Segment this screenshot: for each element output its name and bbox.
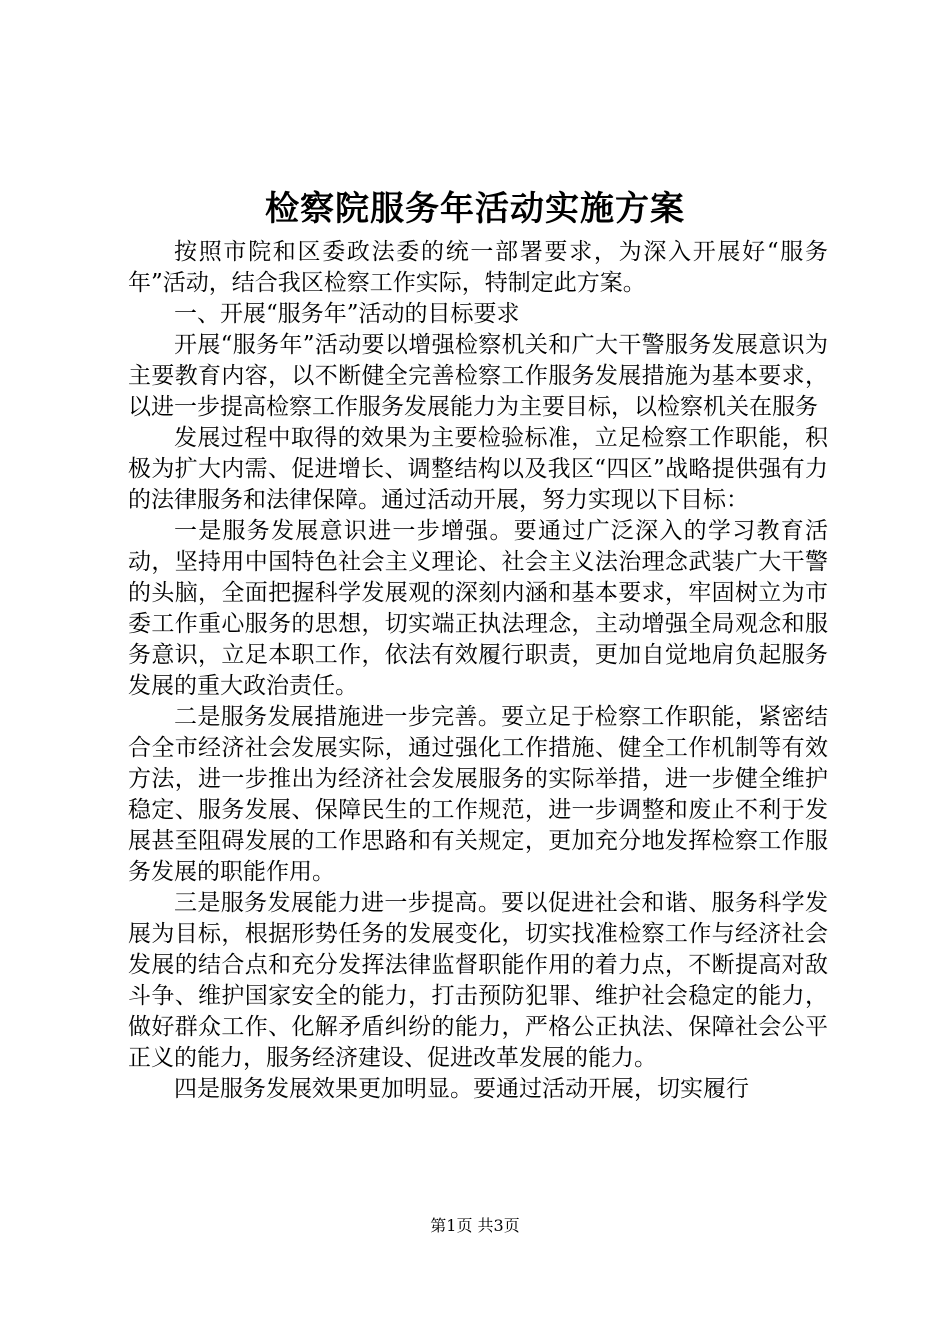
goal-paragraph-2: 二是服务发展措施进一步完善。要立足于检察工作职能，紧密结合全市经济社会发展实际，通过强化工作措施、健全工作机制等有效方法，进一步推出为经济社会发展服务的实际举措，进一步健全维护稳定、服务发展、保障民生的工作规范，进一步调整和废止不利于发展甚至阻碍发展的工作思路和有关规定，更加充分地发挥检察工作服务发展的职能作用。: [128, 704, 828, 885]
section-heading: 一、开展“服务年”活动的目标要求: [174, 301, 520, 327]
goal-paragraph-3: 三是服务发展能力进一步提高。要以促进社会和谐、服务科学发展为目标，根据形势任务的发展变化，切实找准检察工作与经济社会发展的结合点和充分发挥法律监督职能作用的着力点，不断提高对敌斗争、维护国家安全的能力，打击预防犯罪、维护社会稳定的能力，做好群众工作、化解矛盾纠纷的能力，严格公正执法、保障社会公平正义的能力，服务经济建设、促进改革发展的能力。: [128, 890, 828, 1071]
body-paragraph: 开展“服务年”活动要以增强检察机关和广大干警服务发展意识为主要教育内容，以不断健全完善检察工作服务发展措施为基本要求，以进一步提高检察工作服务发展能力为主要目标，以检察机关在服务: [128, 332, 828, 420]
document-title: 检察院服务年活动实施方案: [265, 189, 685, 229]
goal-paragraph-4: 四是服务发展效果更加明显。要通过活动开展，切实履行: [174, 1076, 749, 1102]
document-body: [128, 237, 828, 1105]
body-paragraph: 发展过程中取得的效果为主要检验标准，立足检察工作职能，积极为扩大内需、促进增长、调整结构以及我区“四区”战略提供强有力的法律服务和法律保障。通过活动开展，努力实现以下目标：: [128, 425, 828, 513]
intro-paragraph: 按照市院和区委政法委的统一部署要求，为深入开展好“服务年”活动，结合我区检察工作实际，特制定此方案。: [128, 239, 828, 296]
goal-paragraph-1: 一是服务发展意识进一步增强。要通过广泛深入的学习教育活动，坚持用中国特色社会主义理论、社会主义法治理念武装广大干警的头脑，全面把握科学发展观的深刻内涵和基本要求，牢固树立为市委工作重心服务的思想，切实端正执法理念，主动增强全局观念和服务意识，立足本职工作，依法有效履行职责，更加自觉地肩负起服务发展的重大政治责任。: [128, 518, 828, 699]
page-footer: 第1页 共3页: [430, 1216, 520, 1235]
